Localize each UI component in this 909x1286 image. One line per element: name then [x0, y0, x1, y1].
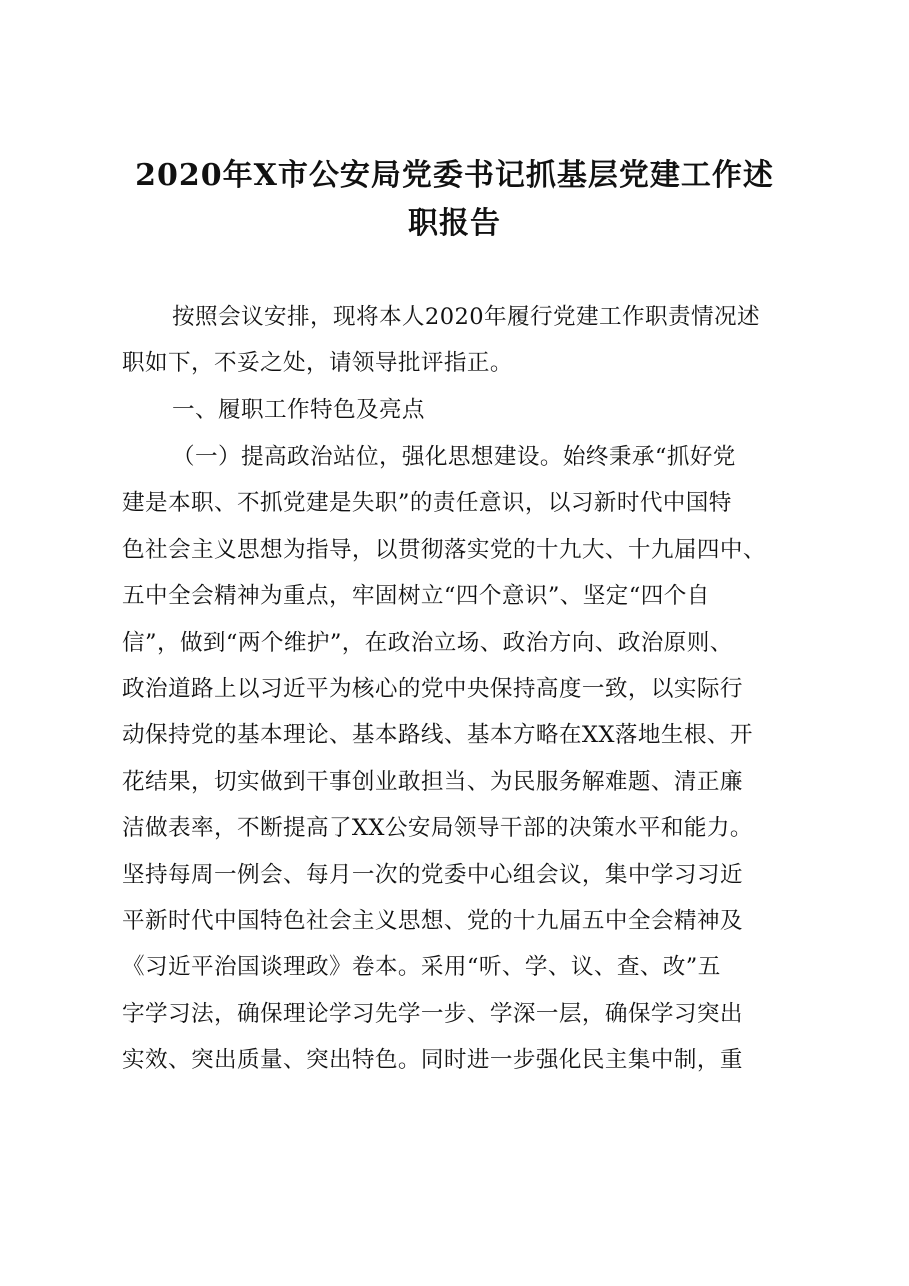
intro-line: 按照会议安排，现将本人2020年履行党建工作职责情况述 — [172, 304, 760, 330]
para-line: 建是本职、不抓党建是失职”的责任意识，以习新时代中国特 — [122, 490, 732, 517]
para-line: 政治道路上以习近平为核心的党中央保持高度一致，以实际行 — [122, 676, 743, 703]
document-title — [100, 152, 809, 248]
para-line: 《习近平治国谈理政》卷本。采用“听、学、议、查、改”五 — [122, 954, 721, 981]
para-line: （一）提高政治站位，强化思想建设。始终秉承“抓好党 — [172, 444, 736, 470]
para-line: 坚持每周一例会、每月一次的党委中心组会议，集中学习习近 — [122, 861, 743, 888]
title-line-2: 职报告 — [408, 206, 501, 241]
para-line: 色社会主义思想为指导，以贯彻落实党的十九大、十九届四中、 — [122, 536, 766, 563]
para-line: 动保持党的基本理论、基本路线、基本方略在XX落地生根、开 — [122, 722, 753, 749]
title-line-1: 2020年X市公安局党委书记抓基层党建工作述 — [135, 158, 774, 193]
section-heading-text: 一、履职工作特色及亮点 — [172, 397, 425, 423]
body-paragraph — [122, 434, 802, 1084]
para-line: 平新时代中国特色社会主义思想、党的十九届五中全会精神及 — [122, 908, 743, 935]
para-line: 洁做表率，不断提高了XX公安局领导干部的决策水平和能力。 — [122, 815, 753, 842]
para-line: 信”，做到“两个维护”，在政治立场、政治方向、政治原则、 — [122, 629, 733, 656]
para-line: 五中全会精神为重点，牢固树立“四个意识”、坚定“四个自 — [122, 583, 710, 610]
para-line: 实效、突出质量、突出特色。同时进一步强化民主集中制，重 — [122, 1047, 743, 1074]
intro-paragraph — [122, 294, 802, 387]
para-line: 花结果，切实做到干事创业敢担当、为民服务解难题、清正廉 — [122, 768, 743, 795]
para-line: 字学习法，确保理论学习先学一步、学深一层，确保学习突出 — [122, 1000, 743, 1027]
intro-line: 职如下，不妥之处，请领导批评指正。 — [122, 350, 513, 377]
section-heading — [122, 387, 802, 433]
